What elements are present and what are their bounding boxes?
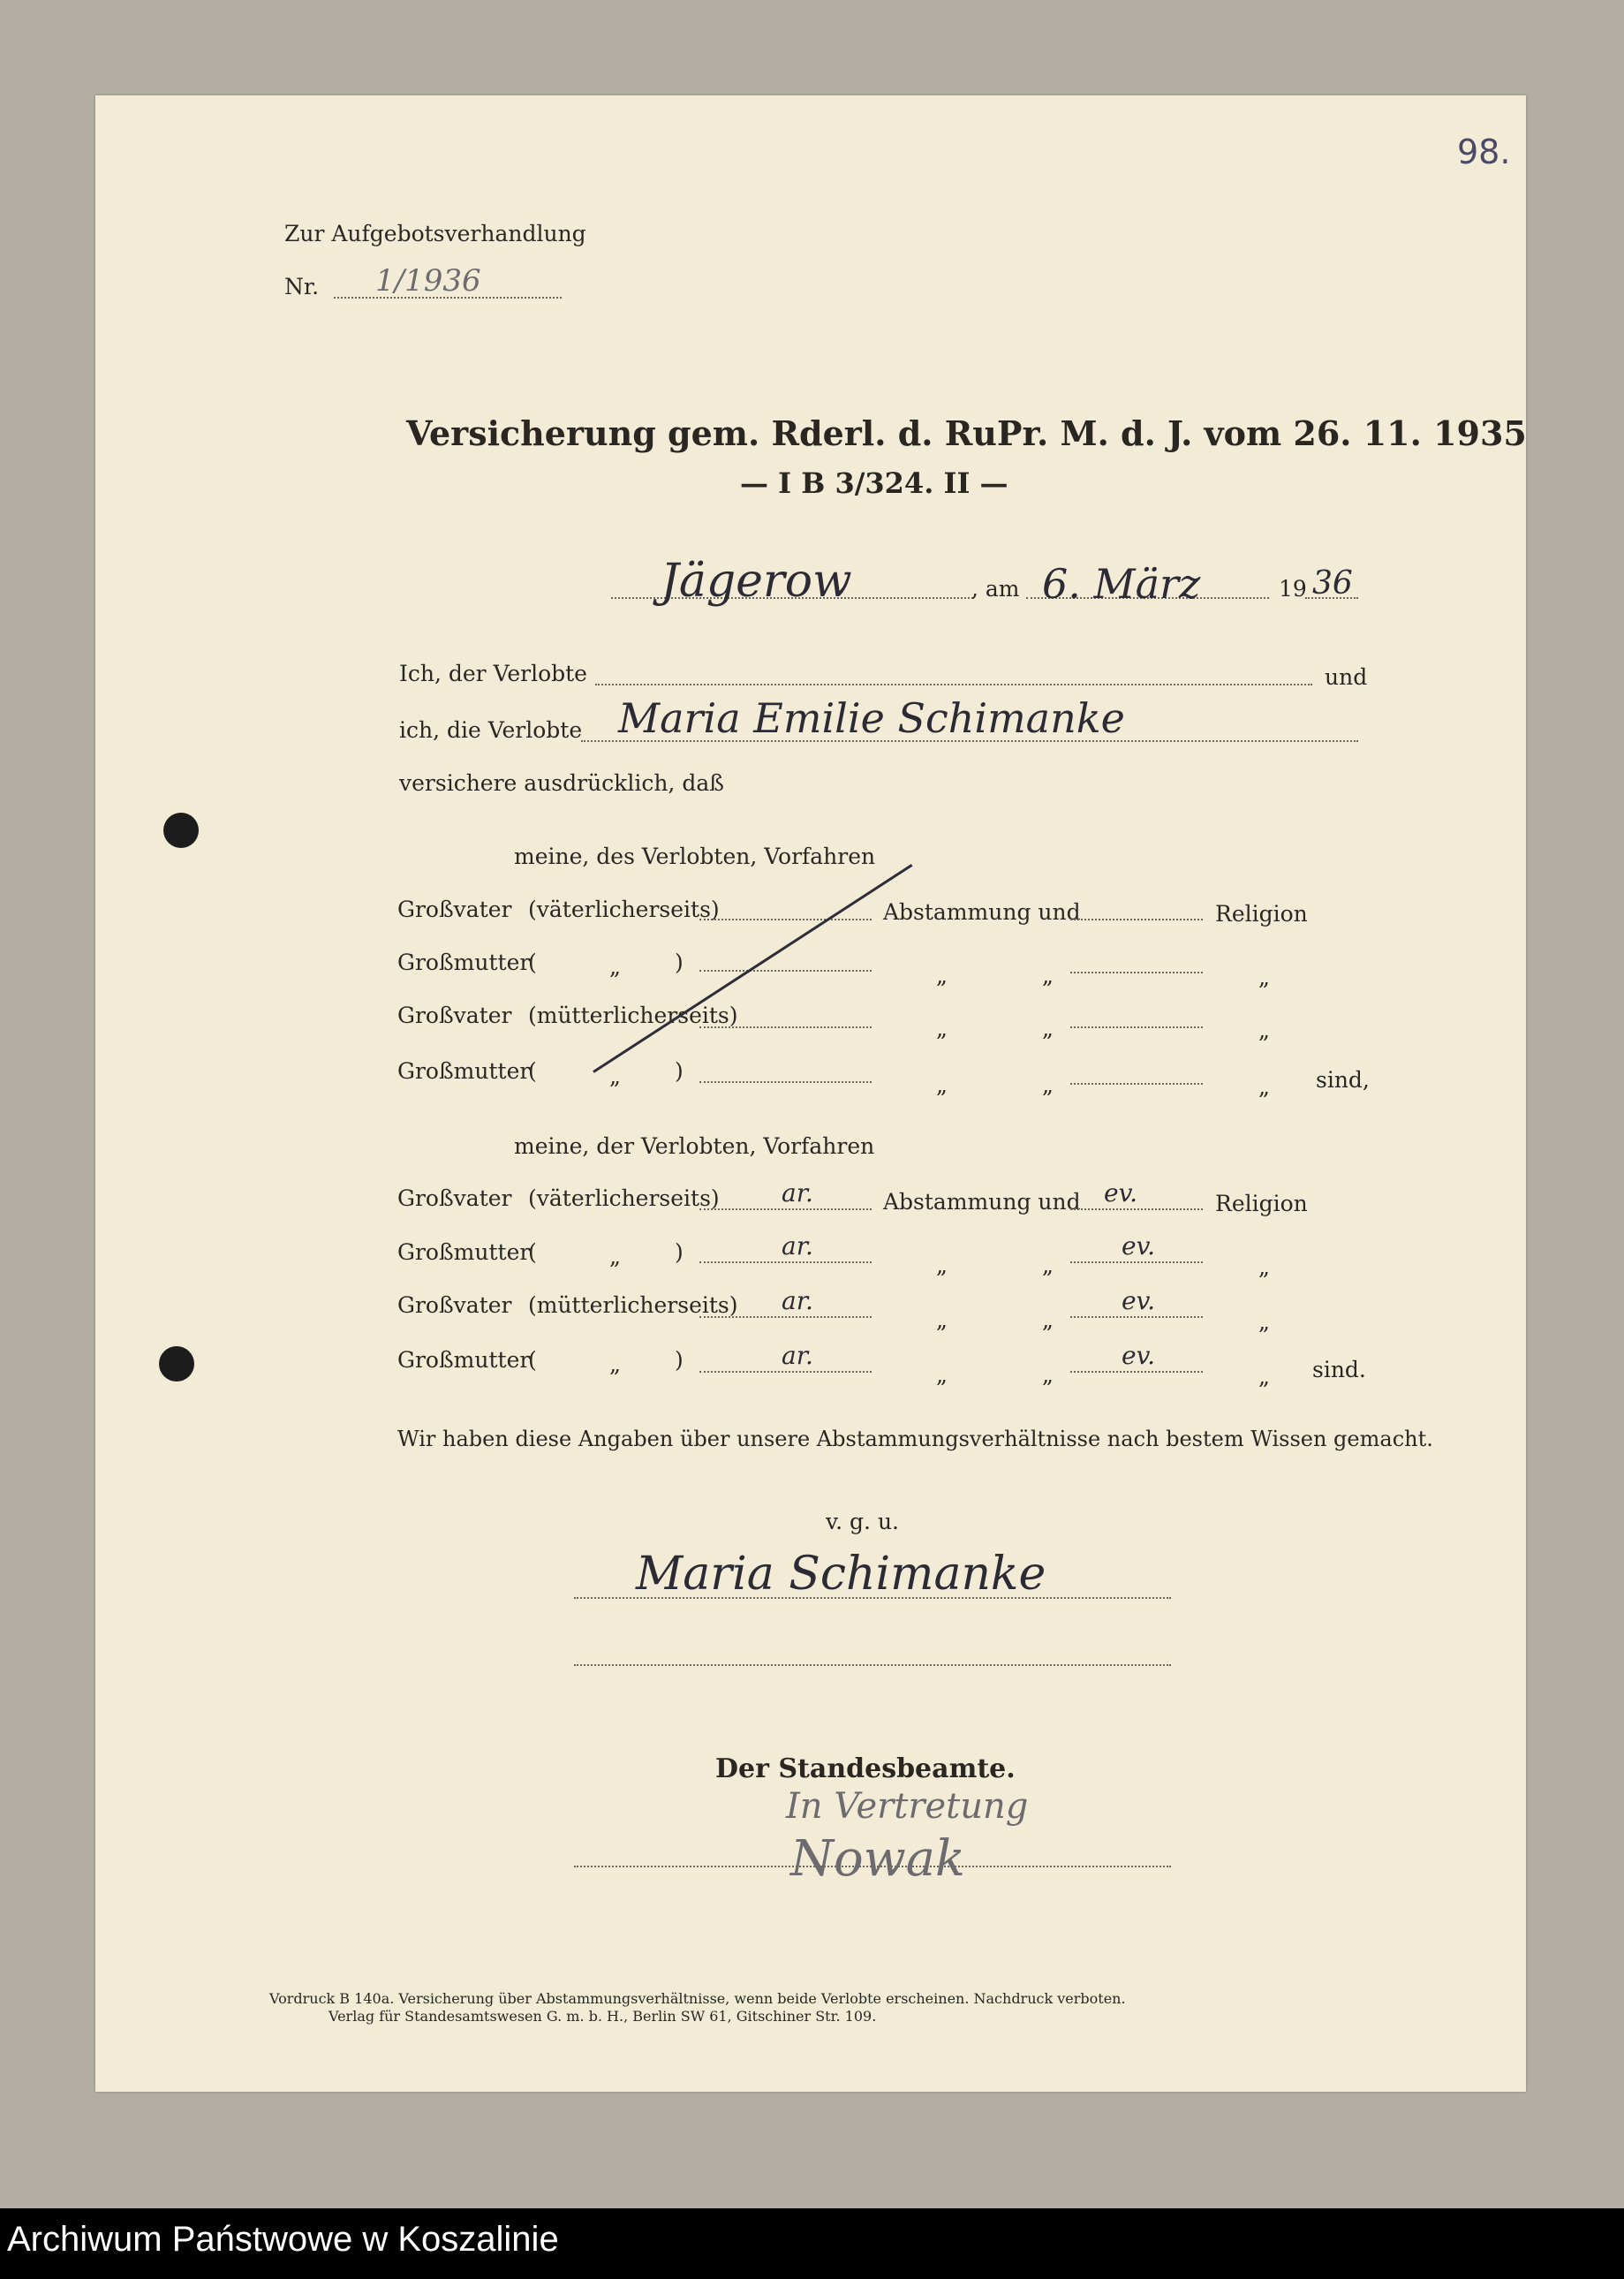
- bride-row1-side: (väterlicherseits): [528, 1185, 720, 1211]
- bride-row2-religion: ev.: [1122, 1231, 1155, 1261]
- second-signature-line: [574, 1664, 1171, 1666]
- bride-row3-religion: ev.: [1122, 1286, 1155, 1315]
- groom-row3-mid1: „: [936, 1016, 948, 1041]
- bride-row4-close: ): [675, 1347, 684, 1373]
- bride-row4-ditto: „: [609, 1352, 621, 1377]
- footer-line-1: Vordruck B 140a. Versicherung über Abstammungsverhältnisse, wenn beide Verlobte erscheinen. Nachdruck verboten.: [269, 1990, 1126, 2007]
- header-nr-label: Nr.: [284, 274, 320, 299]
- bride-section-heading: meine, der Verlobten, Vorfahren: [514, 1133, 875, 1159]
- bride-row2-mid2: „: [1042, 1253, 1054, 1278]
- bride-row2-ditto: „: [609, 1244, 621, 1269]
- bride-row2-open: (: [528, 1239, 537, 1265]
- bride-row1-religion: ev.: [1104, 1178, 1137, 1208]
- groom-row3-side: (mütterlicherseits): [528, 1003, 738, 1028]
- bride-row4-mid2: „: [1042, 1362, 1054, 1388]
- nr-value: 1/1936: [375, 263, 481, 299]
- assertion-text: versichere ausdrücklich, daß: [399, 770, 724, 796]
- groom-row4-mid2: „: [1042, 1072, 1054, 1098]
- groom-row2-rel-line: [1070, 972, 1203, 973]
- bride-row1-rel-line: [1070, 1208, 1203, 1210]
- bride-row3-rel-line: [1070, 1316, 1203, 1318]
- bride-row1-end: Religion: [1215, 1191, 1308, 1216]
- groom-row2-ditto: „: [609, 954, 621, 980]
- bride-row4-final: sind.: [1312, 1357, 1366, 1382]
- groom-row4-abst-line: [699, 1081, 872, 1083]
- groom-row4-final: sind,: [1316, 1067, 1370, 1093]
- archive-label: Archiwum Państwowe w Koszalinie: [7, 2220, 559, 2259]
- declaration-text: Wir haben diese Angaben über unsere Abstammungsverhältnisse nach bestem Wissen gemacht.: [397, 1427, 1433, 1451]
- punch-hole-top: [163, 813, 199, 848]
- punch-hole-bottom: [159, 1346, 194, 1382]
- groom-row4-end: „: [1258, 1074, 1270, 1100]
- und-label: und: [1325, 664, 1368, 690]
- groom-row2-mid2: „: [1042, 963, 1054, 988]
- bride-row1-mid: Abstammung und: [883, 1189, 1081, 1215]
- groom-row3-abst-line: [699, 1026, 872, 1028]
- bride-row2-close: ): [675, 1239, 684, 1265]
- vgu-label: v. g. u.: [826, 1509, 899, 1534]
- bride-row3-abst-line: [699, 1316, 872, 1318]
- groom-row2-open: (: [528, 950, 537, 975]
- groom-row1-rel-line: [1070, 919, 1203, 920]
- document-subtitle: — I B 3/324. II —: [740, 466, 1008, 500]
- bride-row3-mid2: „: [1042, 1307, 1054, 1333]
- groom-row3-rel-line: [1070, 1026, 1203, 1028]
- groom-row2-close: ): [675, 950, 684, 975]
- groom-row3-relation: Großvater: [397, 1003, 512, 1028]
- footer-line-2: Verlag für Standesamtswesen G. m. b. H., Berlin SW 61, Gitschiner Str. 109.: [329, 2008, 877, 2025]
- bride-row2-end: „: [1258, 1254, 1270, 1280]
- bride-row3-abstammung: ar.: [782, 1286, 813, 1315]
- groom-row1-relation: Großvater: [397, 897, 512, 922]
- bride-row4-abst-line: [699, 1371, 872, 1373]
- bride-row4-abstammung: ar.: [782, 1341, 813, 1370]
- groom-section-heading: meine, des Verlobten, Vorfahren: [514, 844, 876, 869]
- bride-row4-end: „: [1258, 1364, 1270, 1389]
- groom-row2-relation: Großmutter: [397, 950, 531, 975]
- groom-row4-relation: Großmutter: [397, 1058, 531, 1084]
- groom-row2-abst-line: [699, 970, 872, 972]
- bride-row4-rel-line: [1070, 1371, 1203, 1373]
- bride-row4-mid1: „: [936, 1362, 948, 1388]
- bride-row2-relation: Großmutter: [397, 1239, 531, 1265]
- groom-row1-mid: Abstammung und: [883, 899, 1081, 925]
- groom-row1-abst-line: [699, 919, 872, 920]
- groom-row2-end: „: [1258, 965, 1270, 990]
- groom-row4-open: (: [528, 1058, 537, 1084]
- groom-row3-end: „: [1258, 1018, 1270, 1043]
- groom-row3-mid2: „: [1042, 1016, 1054, 1041]
- bride-row2-abst-line: [699, 1261, 872, 1263]
- document-title: Versicherung gem. Rderl. d. RuPr. M. d. J. vom 26. 11. 1935: [406, 413, 1527, 453]
- bride-row2-mid1: „: [936, 1253, 948, 1278]
- bride-row1-relation: Großvater: [397, 1185, 512, 1211]
- groom-row4-close: ): [675, 1058, 684, 1084]
- bride-row4-open: (: [528, 1347, 537, 1373]
- registrar-signature: Nowak: [790, 1830, 965, 1888]
- fiancee-name: Maria Emilie Schimanke: [618, 694, 1125, 742]
- groom-row1-end: Religion: [1215, 901, 1308, 927]
- bride-row1-abstammung: ar.: [782, 1178, 813, 1208]
- bride-row4-relation: Großmutter: [397, 1347, 531, 1373]
- bride-row3-side: (mütterlicherseits): [528, 1292, 738, 1318]
- groom-row1-side: (väterlicherseits): [528, 897, 720, 922]
- bride-row2-rel-line: [1070, 1261, 1203, 1263]
- registrar-note: In Vertretung: [786, 1786, 1029, 1827]
- fiance-line: [595, 684, 1312, 685]
- registrar-title: Der Standesbeamte.: [715, 1753, 1016, 1784]
- groom-row4-rel-line: [1070, 1083, 1203, 1085]
- year-prefix: 19: [1279, 576, 1307, 602]
- am-label: , am: [971, 576, 1020, 602]
- place-value: Jägerow: [661, 555, 852, 608]
- bride-row2-abstammung: ar.: [782, 1231, 813, 1261]
- bride-row3-mid1: „: [936, 1307, 948, 1333]
- fiancee-label: ich, die Verlobte: [399, 717, 583, 743]
- bride-row3-end: „: [1258, 1309, 1270, 1335]
- bride-row1-abst-line: [699, 1208, 872, 1210]
- header-line: Zur Aufgebotsverhandlung: [284, 221, 586, 246]
- bride-row3-relation: Großvater: [397, 1292, 512, 1318]
- fiance-label: Ich, der Verlobte: [399, 661, 587, 686]
- groom-row4-ditto: „: [609, 1064, 621, 1089]
- groom-row4-mid1: „: [936, 1072, 948, 1098]
- date-value: 6. März: [1042, 560, 1201, 608]
- year-value: 36: [1312, 565, 1353, 602]
- groom-row2-mid1: „: [936, 963, 948, 988]
- bride-signature: Maria Schimanke: [636, 1548, 1046, 1601]
- page-number: 98.: [1457, 132, 1511, 171]
- bride-row4-religion: ev.: [1122, 1341, 1155, 1370]
